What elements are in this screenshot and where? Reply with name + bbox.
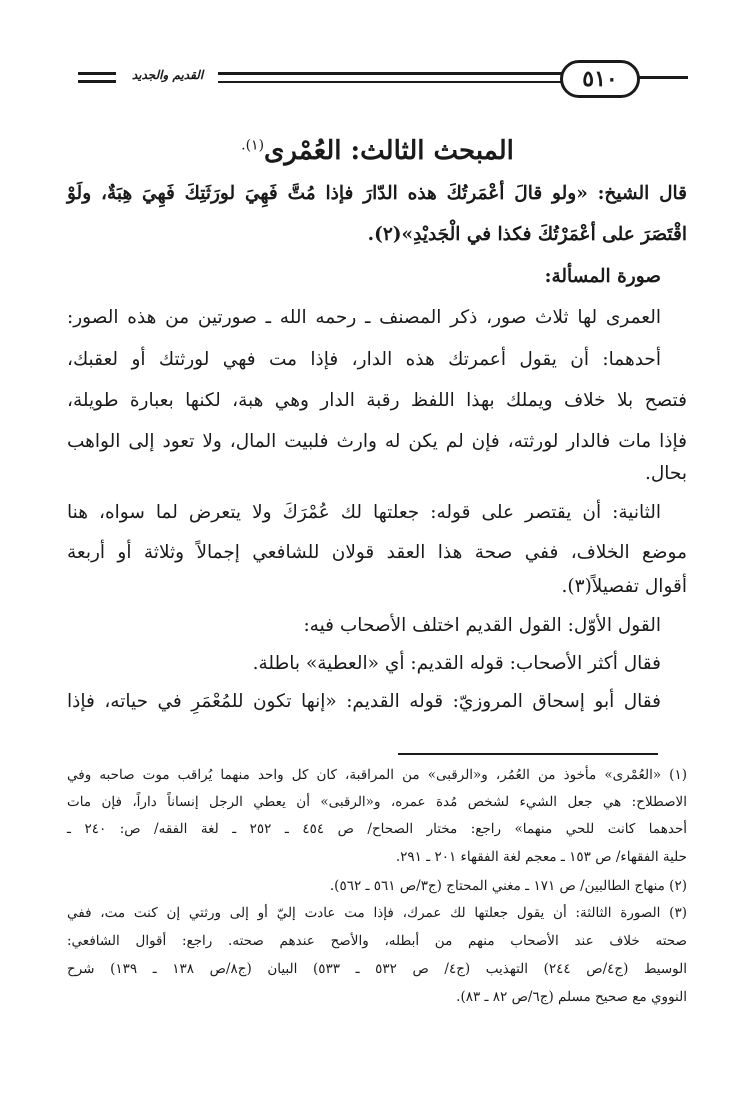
- footnote-rule: [398, 753, 658, 755]
- body-line-1: قال الشيخ: «ولو قالَ أعْمَرتُكَ هذه الدّارَ فإذا مُتَّ فَهِيَ لورَثَتِكَ فَهِيَ هِبَةٌ، ولَوْ: [67, 183, 687, 204]
- body-line-8: بحال.: [644, 463, 687, 484]
- body-line-9: الثانية: أن يقتصر على قوله: جعلتها لك عُمْرَكَ ولا يتعرض لما سواه، هنا: [67, 502, 661, 523]
- body-line-11: أقوال تفصيلاً(٣).: [561, 576, 687, 597]
- body-line-10: موضع الخلاف، ففي صحة هذا العقد قولان للشافعي إجمالاً وثلاثة أو أربعة: [67, 542, 687, 563]
- header-rule-top: [218, 72, 563, 75]
- body-line-2: اقْتَصَرَ على أعْمَرْتُكَ فكذا في الْجَديْدِ»(٢).: [367, 224, 687, 245]
- footnote-2: (٢) منهاج الطالبين/ ص ١٧١ ـ مغني المحتاج (ج٣/ص ٥٦١ ـ ٥٦٢).: [329, 878, 687, 894]
- title-footnote-ref: (١).: [241, 137, 265, 154]
- body-line-12: القول الأوّل: القول القديم اختلف الأصحاب فيه:: [303, 615, 661, 636]
- page-number: ٥١٠: [560, 60, 640, 98]
- footnote-3-line-4: النووي مع صحيح مسلم (ج٦/ص ٨٢ ـ ٨٣).: [456, 989, 687, 1005]
- header-rule-left-top: [78, 72, 116, 75]
- body-line-4: العمرى لها ثلاث صور، ذكر المصنف ـ رحمه الله ـ صورتين من هذه الصور:: [67, 307, 661, 328]
- footnote-1-line-1: (١) «العُمْرى» مأخوذ من العُمُر، و«الرقبى» من المراقبة، كان كل واحد منهما يُراقب موت صاحبه وفي: [67, 767, 687, 783]
- header-rule-left-bottom: [78, 80, 116, 83]
- section-title-text: المبحث الثالث: العُمْرى: [264, 136, 514, 166]
- body-line-13: فقال أكثر الأصحاب: قوله القديم: أي «العطية» باطلة.: [252, 653, 661, 674]
- running-head: القديم والجديد: [131, 68, 204, 82]
- issue-heading: صورة المسألة:: [544, 266, 661, 287]
- footnote-3-line-2: صحته خلاف عند الأصحاب منهم من أبطله، والأصح عندهم صحته. راجع: أقوال الشافعي:: [67, 933, 687, 949]
- footnote-3-line-1: (٣) الصورة الثالثة: أن يقول جعلتها لك عمرك، فإذا مت عادت إليّ أو إلى ورثتي إن كنت مت، ففي: [67, 905, 687, 921]
- body-line-7: فإذا مات فالدار لورثته، فإن لم يكن له وارث فلبيت المال، ولا تعود إلى الواهب: [67, 431, 687, 452]
- section-title: [80, 136, 675, 166]
- body-line-5: أحدهما: أن يقول أعمرتك هذه الدار، فإذا مت فهي لورثتك أو لعقبك،: [67, 349, 661, 370]
- header-rule-bottom: [218, 81, 563, 83]
- body-line-6: فتصح بلا خلاف ويملك بهذا اللفظ رقبة الدار وهي هبة، لكنها بعبارة طويلة،: [67, 390, 687, 411]
- header-rule-right: [638, 76, 688, 79]
- footnote-1-line-2: الاصطلاح: هي جعل الشيء لشخص مُدة عمره، و«الرقبى» أن يعطي الرجل إنساناً داراً، فإن مات: [67, 794, 687, 810]
- footnote-3-line-3: الوسيط (ج٤/ص ٢٤٤) التهذيب (ج٤/ ص ٥٣٢ ـ ٥٣٣) البيان (ج٨/ص ١٣٨ ـ ١٣٩) شرح: [67, 961, 687, 977]
- footnote-1-line-4: حلية الفقهاء/ ص ١٥٣ ـ معجم لغة الفقهاء ٢٠١ ـ ٢٩١.: [395, 849, 687, 865]
- body-line-14: فقال أبو إسحاق المروزيّ: قوله القديم: «إنها تكون للمُعْمَرِ في حياته، فإذا: [67, 691, 661, 712]
- footnote-1-line-3: أحدهما كانت للحي منهما» راجع: مختار الصحاح/ ص ٤٥٤ ـ ٢٥٢ ـ لغة الفقه/ ص: ٢٤٠ ـ: [67, 821, 688, 837]
